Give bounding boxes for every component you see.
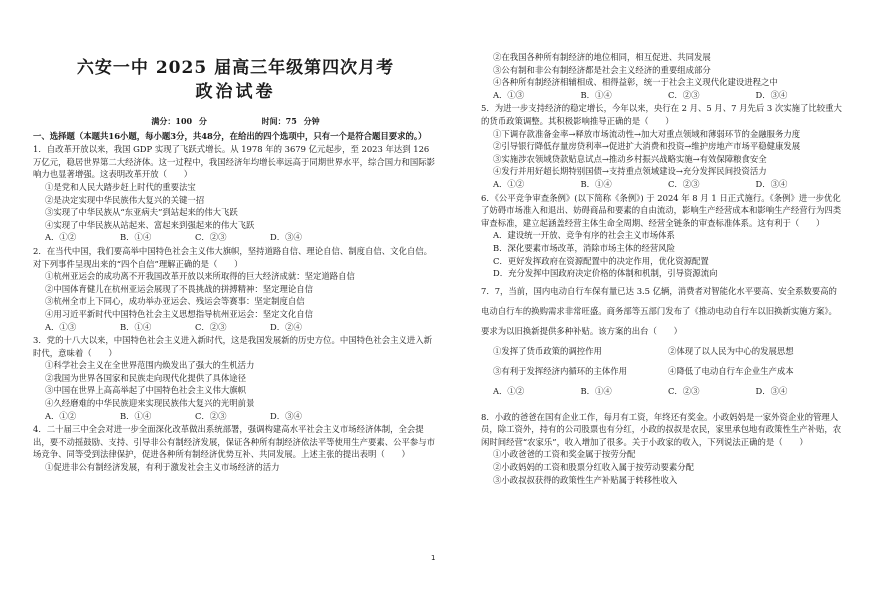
choice-a: A．①② xyxy=(493,178,525,189)
statement-option: ④久经磨难的中华民族迎来实现民族伟大复兴的光明前景 xyxy=(45,398,255,409)
statement-option: ②我国为世界各国家和民族走向现代化提供了具体途径 xyxy=(45,372,246,383)
statement-option: ①促进非公有制经济发展，有利于激发社会主义市场经济的活力 xyxy=(45,462,280,473)
answer-choices xyxy=(33,231,438,244)
question-3 xyxy=(33,334,438,422)
choice-c: C．②③ xyxy=(668,385,700,396)
statement-option: ③公有制和非公有制经济都是社会主义经济的重要组成部分 xyxy=(493,64,711,75)
statement-option: ②小政妈妈的工资和股票分红收入属于按劳动要素分配 xyxy=(493,462,694,473)
answer-choices xyxy=(481,89,843,102)
exam-subtitle: 政治试卷 xyxy=(195,82,276,102)
statement-option: ②中国体育健儿在杭州亚运会展现了不畏挑战的拼搏精神：坚定理论自信 xyxy=(45,283,313,294)
choice-a: A．①② xyxy=(45,232,77,243)
question-7 xyxy=(481,281,843,401)
choice-b: B．①④ xyxy=(120,321,152,332)
question-stem: 7．7，当前，国内电动自行车保有量已达 3.5 亿辆，消费者对智能化水平要高、安全系数要高的电动自行车的换购需求非常旺盛。商务部等五部门发布了《推动电动自行车以旧换新实施方案》。要求为以旧换新提供多种补贴。该方案的出台（ ） xyxy=(481,285,837,336)
question-stem: 5．为进一步支持经济的稳定增长，今年以来，央行在 2 月、5 月、7 月先后 3 次实施了比较重大的货币政策调整。其积极影响推导正确的是（ ） xyxy=(481,103,842,126)
question-stem: 4．二十届三中全会对进一步全面深化改革做出系统部署，强调构建高水平社会主义市场经济体制，全会提出，要不动摇鼓励、支持、引导非公有制经济发展，保证各种所有制经济依法平等使用生产要素、公平参与市场竞争、同等受到法律保护，促进各种所有制经济优势互补、共同发展。上述主张的提出表明（ ） xyxy=(33,424,435,460)
statement-option: ②是决定实现中华民族伟大复兴的关键一招 xyxy=(45,194,205,205)
statement-option: ②在我国各种所有制经济的地位相同，相互促进、共同发展 xyxy=(493,52,711,62)
choice-b: B．①④ xyxy=(580,385,612,396)
choice-b: B．深化要素市场改革，消除市场主体的经营风险 xyxy=(493,242,676,253)
question-4-continued xyxy=(481,51,843,101)
statement-option: ①下调存款准备金率→释放市场流动性→加大对重点领域和薄弱环节的金融服务力度 xyxy=(493,128,801,139)
choice-d: D．充分发挥中国政府决定价格的体制和机制，引导资源流向 xyxy=(493,268,718,279)
question-stem: 1．自改革开放以来，我国 GDP 实现了飞跃式增长。从 1978 年的 3679 亿元起步，至 2023 年达到 126 万亿元，稳居世界第二大经济体。这一过程中，我国经济年均增长率远高于同期世界水平，综合国力和国际影响力也显著增强。这表明改革开放（ ） xyxy=(33,144,435,180)
statement-row xyxy=(481,361,843,381)
statement-option: ④实现了中华民族从站起来、富起来到强起来的伟大飞跃 xyxy=(45,219,255,230)
statement-option: ③杭州全市上下同心，成功举办亚运会、残运会等赛事：坚定制度自信 xyxy=(45,296,305,307)
choice-d: D．③④ xyxy=(755,385,788,396)
right-column xyxy=(481,50,843,486)
choice-b: B．①④ xyxy=(120,232,152,243)
exam-time: 时间：75 分钟 xyxy=(261,116,320,126)
choice-a: A．建设统一开放、竞争有序的社会主义市场体系 xyxy=(493,230,675,241)
choice-c: C．②③ xyxy=(668,89,700,100)
question-stem: 8．小政的爸爸在国有企业工作，每月有工资，年终还有奖金。小政妈妈是一家外资企业的管理人员，除工资外，持有的公司股票也有分红，小政的叔叔是农民，家里承包地有政策性生产补贴，农闲时间经营“农家乐”，收入增加了很多。关于小政家的收入，下列说法正确的是（ ） xyxy=(481,411,842,447)
choice-b: B．①④ xyxy=(120,410,152,421)
page-number: 1 xyxy=(431,554,436,562)
statement-option: ④发行并用好超长期特别国债→支持重点领域建设→充分发挥民间投资活力 xyxy=(493,166,767,177)
choice-a: A．①② xyxy=(493,385,525,396)
choice-a: A．①② xyxy=(45,410,77,421)
choice-c: C．②③ xyxy=(668,178,700,189)
choice-d: D．③④ xyxy=(755,178,788,189)
statement-option: ③中国在世界上高高举起了中国特色社会主义伟大旗帜 xyxy=(45,385,246,396)
question-6 xyxy=(481,192,843,280)
question-4 xyxy=(33,423,438,473)
statement-option: ①小政爸爸的工资和奖金属于按劳分配 xyxy=(493,449,636,460)
statement-option: ③实现了中华民族从“东亚病夫”到站起来的伟大飞跃 xyxy=(45,207,238,218)
score-time-line xyxy=(33,115,438,128)
question-stem: 6．《公平竞争审查条例》(以下简称《条例》) 于 2024 年 8 月 1 日正式施行。《条例》进一步优化了妨碍市场准入和退出、妨碍商品和要素的自由流动，影响生产经营成本和影响生产经营行为四类审查标准，建立起涵盖经营主体生命全周期、经营全链条的审查标准体系。这有利于（ ） xyxy=(481,192,842,228)
choice-c: C．更好发挥政府在资源配置中的决定作用，优化资源配置 xyxy=(493,255,709,266)
statement-option: ①科学社会主义在全世界范围内焕发出了强大的生机活力 xyxy=(45,360,255,371)
exam-title: 六安一中 2025 届高三年级第四次月考 xyxy=(76,58,395,78)
statement-option: ③有利于发挥经济内循环的主体作用 xyxy=(493,365,627,376)
choice-d: D．②④ xyxy=(270,321,302,332)
choice-a: A．①③ xyxy=(45,321,77,332)
answer-choices xyxy=(33,410,438,423)
answer-choices xyxy=(481,381,843,401)
statement-option: ④降低了电动自行车企业生产成本 xyxy=(668,365,794,376)
statement-option: ①发挥了货币政策的调控作用 xyxy=(493,345,602,356)
statement-option: ②体现了以人民为中心的发展思想 xyxy=(668,345,794,356)
choice-b: B．①④ xyxy=(580,178,612,189)
choice-c: C．②③ xyxy=(195,321,227,332)
question-8 xyxy=(481,411,843,487)
statement-option: ③小政叔叔获得的政策性生产补贴属于转移性收入 xyxy=(493,474,678,485)
full-score: 满分：100 分 xyxy=(151,116,207,126)
question-1 xyxy=(33,143,438,244)
statement-row xyxy=(481,341,843,361)
choice-a: A．①③ xyxy=(493,89,525,100)
statement-option: ④各种所有制经济相辅相成、相得益彰，统一于社会主义现代化建设进程之中 xyxy=(493,77,778,88)
statement-option: ①是党和人民大踏步赶上时代的重要法宝 xyxy=(45,181,196,192)
choice-c: C．②③ xyxy=(195,410,227,421)
statement-option: ④用习近平新时代中国特色社会主义思想指导杭州亚运会：坚定文化自信 xyxy=(45,308,313,319)
answer-choices xyxy=(33,321,438,334)
section-heading: 一、选择题（本题共16小题，每小题3分，共48分，在给出的四个选项中，只有一个是符合题目要求的。） xyxy=(33,130,427,141)
choice-d: D．③④ xyxy=(270,410,302,421)
statement-option: ②引导银行降低存量房贷利率→促进扩大消费和投资→维护房地产市场平稳健康发展 xyxy=(493,141,801,152)
statement-option: ③实施涉农领域贷款贴息试点→推动乡村振兴战略实施→有效保障粮食安全 xyxy=(493,153,767,164)
statement-option: ①杭州亚运会的成功离不开我国改革开放以来所取得的巨大经济成就：坚定道路自信 xyxy=(45,271,355,282)
question-stem: 3．党的十八大以来，中国特色社会主义进入新时代，这是我国发展新的历史方位。中国特色社会主义进入新时代，意味着（ ） xyxy=(33,335,432,358)
choice-b: B．①④ xyxy=(580,89,612,100)
question-stem: 2．在当代中国，我们要高举中国特色社会主义伟大旗帜，坚持道路自信、理论自信、制度自信、文化自信。对下列事件呈现出来的“四个自信”理解正确的是（ ） xyxy=(33,245,432,269)
answer-choices xyxy=(481,178,843,191)
title-block xyxy=(33,57,438,103)
choice-d: D．③④ xyxy=(755,89,788,100)
question-5 xyxy=(481,102,843,190)
left-column xyxy=(33,0,438,474)
question-2 xyxy=(33,245,438,333)
choice-d: D．③④ xyxy=(270,232,302,243)
choice-c: C．②③ xyxy=(195,232,227,243)
